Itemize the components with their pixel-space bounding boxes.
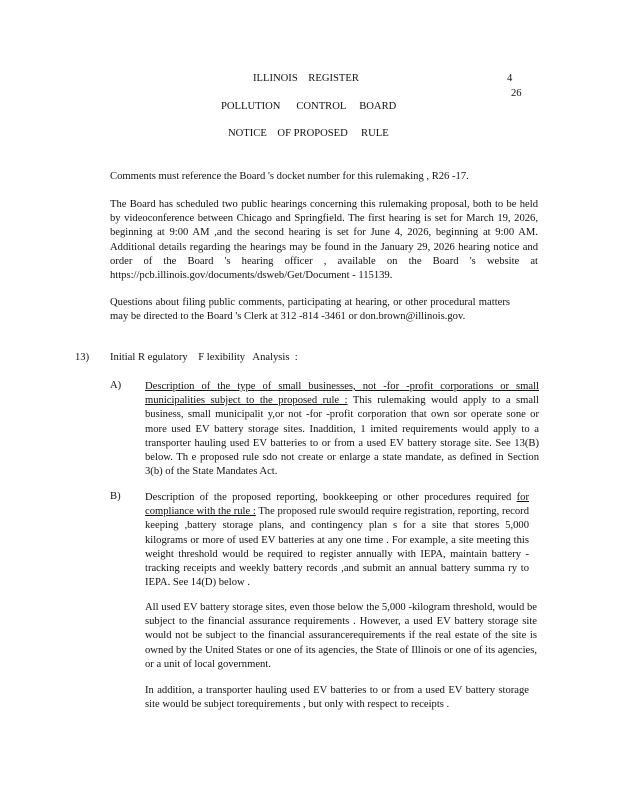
- questions-paragraph: Questions about filing public comments, participating at hearing, or other procedural matters may be directed to the Board 's Clerk at 312 -814 -3461 or don.brown@illinois.gov.: [110, 297, 510, 323]
- issue-number: 26: [511, 88, 522, 99]
- item-b-paragraph-3: In addition, a transporter hauling used EV batteries to or from a used EV battery storage site would be subject torequirements , but only with respect to receipts .: [145, 685, 529, 711]
- board-title: POLLUTION CONTROL BOARD: [221, 101, 397, 112]
- item-b-paragraph: [145, 491, 529, 590]
- item-b-text: The proposed rule swould require registration, reporting, record keeping ,battery storage plans, and contingency plan s for a site that stores 5,000 kilograms or more of used EV batteries at any one time . For example, a site meeting this weight threshold would be required to register annually with IEPA, maintain battery - tracking receipts and weekly battery records ,and submit an annual battery summa ry to IEPA. See 14(D) below .: [145, 506, 530, 589]
- comments-paragraph: Comments must reference the Board 's docket number for this rulemaking , R26 -17.: [110, 171, 469, 182]
- item-a-paragraph: [145, 380, 539, 479]
- hearings-paragraph: The Board has scheduled two public hearings concerning this rulemaking proposal, both to be held by videoconference between Chicago and Springfield. The first hearing is set for March 19, 2026, beginning at 9:00 AM ,and the second hearing is set for June 4, 2026, beginning at 9:00 AM. Additional details regarding the hearings may be found in the January 29, 2026 hearing notice and order of the Board 's hearing officer , available on the Board 's website at https://pcb.illinois.gov/documents/dsweb/Get/Document - 115139.: [110, 199, 538, 282]
- item-a-text: This rulemaking would apply to a small business, small municipalit y,or not -for -profit corporation that own sor operate sone or more used EV battery storage sites. Inaddition, 1 imited requirements would apply to a transporter hauling used EV batteries to or from a used EV battery storage site. See 13(B) below. Th e proposed rule sdo not create or enlarge a state mandate, as defined in Section 3(b) of the State Mandates Act.: [145, 395, 540, 478]
- section-title: Initial R egulatory F lexibility Analysis :: [110, 352, 298, 363]
- item-b-lead: Description of the proposed reporting, bookkeeping or other procedures required: [145, 492, 517, 503]
- item-b-heading: for compliance with the rule :: [145, 492, 529, 518]
- register-title: ILLINOIS REGISTER: [253, 73, 359, 84]
- item-a-label: A): [110, 380, 122, 391]
- section-number: 13): [75, 352, 90, 363]
- volume-number: 4: [507, 73, 513, 84]
- item-a-heading: Description of the type of small businesses, not -for -profit corporations or small municipalities subject to the proposed rule :: [145, 381, 539, 407]
- item-b-paragraph-2: All used EV battery storage sites, even those below the 5,000 -kilogram threshold, would be subject to the financial assurance requirements . However, a used EV battery storage site would not be subject to the financial assurancerequirements if the real estate of the site is owned by the United States or one of its agencies, the State of Illinois or one of its agencies, or a unit of local government.: [145, 602, 537, 670]
- item-b-label: B): [110, 491, 121, 502]
- notice-title: NOTICE OF PROPOSED RULE: [228, 128, 389, 139]
